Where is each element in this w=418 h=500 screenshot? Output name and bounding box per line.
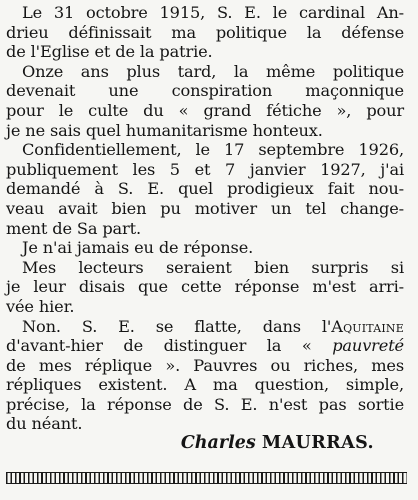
text-line: de l'Eglise et de la patrie.: [6, 42, 213, 62]
text-line: devenait une conspiration maçonnique: [6, 81, 404, 101]
text-line: [6, 317, 404, 337]
text-run: de mes réplique ». Pauvres ou riches, mes: [6, 355, 404, 375]
text-run: du néant.: [6, 414, 83, 434]
text-run: d'avant-hier de distinguer la «: [6, 336, 333, 356]
text-line: Je n'ai jamais eu de réponse.: [22, 238, 254, 258]
paragraph-6: [6, 317, 404, 435]
text-line: vée hier.: [6, 296, 75, 316]
text-line: [6, 375, 404, 395]
decorative-rule: [6, 472, 407, 484]
text-line: Mes lecteurs seraient bien surpris si: [22, 257, 404, 277]
text-line: Onze ans plus tard, la même politique: [22, 61, 404, 81]
text-line: drieu définissait ma politique la défense: [6, 22, 404, 42]
text-line: publiquement les 5 et 7 janvier 1927, j'ai: [6, 159, 404, 179]
text-line: veau avait bien pu motiver un tel change-: [6, 198, 404, 218]
paragraph-5: [6, 258, 404, 317]
text-line: [6, 356, 404, 376]
paragraph-3: [6, 140, 404, 238]
text-line: [6, 336, 404, 356]
text-line: je ne sais quel humanitarisme honteux.: [6, 120, 323, 140]
text-run: répliques existent. A ma question, simple,: [6, 375, 404, 395]
signature-first-name: Charles: [180, 433, 262, 453]
paragraph-2: [6, 62, 404, 140]
article-column: [6, 3, 404, 434]
emphasis-text: pauvreté: [332, 336, 404, 356]
text-line: Le 31 octobre 1915, S. E. le cardinal An-: [22, 3, 404, 22]
signature-last-name: MAURRAS.: [261, 433, 374, 453]
text-line: je leur disais que cette réponse m'est arri-: [6, 277, 404, 297]
text-line: ment de Sa part.: [6, 218, 141, 238]
text-run: Non. S. E. se flatte, dans l': [22, 316, 332, 336]
text-line: [6, 395, 404, 415]
text-line: demandé à S. E. quel prodigieux fait nou-: [6, 179, 404, 199]
paragraph-1: [6, 3, 404, 62]
text-line: pour le culte du « grand fétiche », pour: [6, 100, 404, 120]
paragraph-4: [6, 238, 404, 258]
text-line: Confidentiellement, le 17 septembre 1926,: [22, 140, 404, 160]
text-line: [6, 414, 404, 434]
text-run: précise, la réponse de S. E. n'est pas sortie: [6, 394, 404, 414]
newspaper-name: Aquitaine: [331, 316, 404, 336]
signature: [0, 433, 374, 453]
